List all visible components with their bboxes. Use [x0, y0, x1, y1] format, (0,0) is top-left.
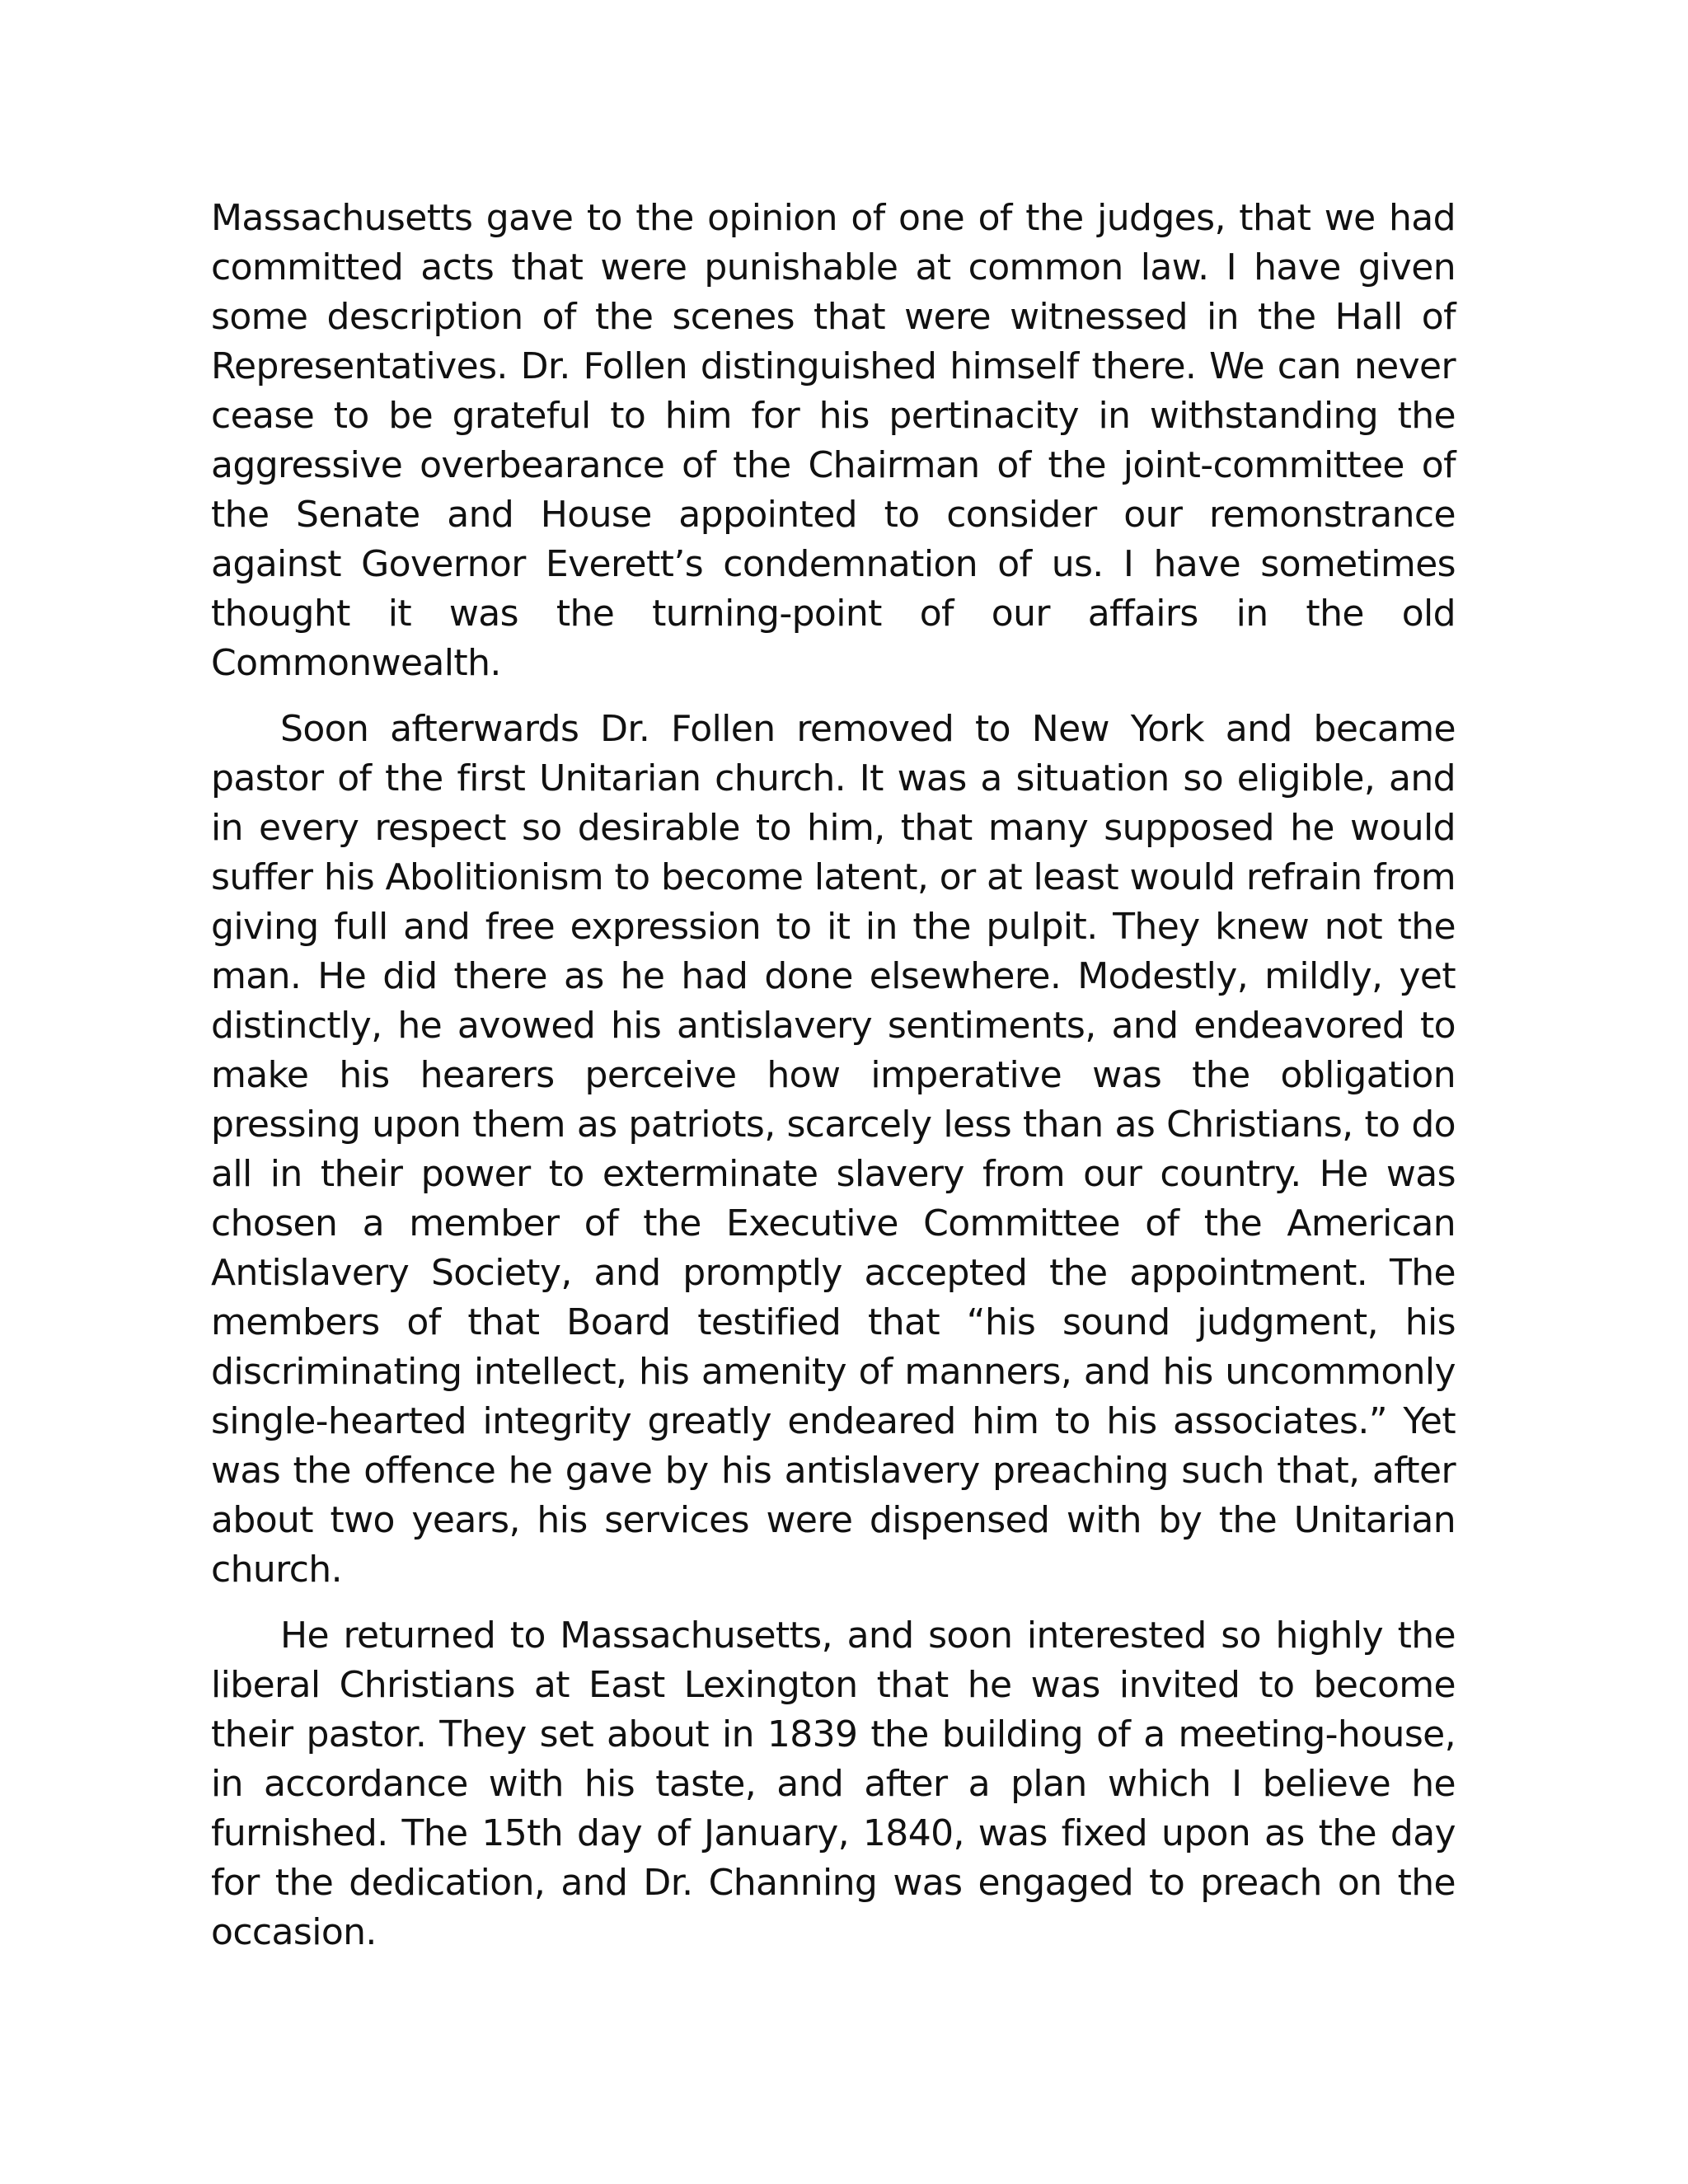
paragraph-new-york: Soon afterwards Dr. Follen removed to New York and became pastor of the first Unitarian church. It was a situation so eligible, and in every respect so desirable to him, that many supposed he would suffer his Abolitionism to become latent, or at least would refrain from giving full and free expression to it in the pulpit. They knew not the man. He did there as he had done elsewhere. Modestly, mildly, yet distinctly, he avowed his antislavery sentiments, and endeavored to make his hearers perceive how imperative was the obligation pressing upon them as patriots, scarcely less than as Christians, to do all in their power to exterminate slavery from our country. He was chosen a member of the Executive Committee of the American Antislavery Society, and promptly accepted the appointment. The members of that Board testified that “his sound judgment, his discriminating intellect, his amenity of manners, and his uncommonly single-hearted integrity greatly endeared him to his associates.” Yet was the offence he gave by his antislavery preaching such that, after about two years, his services were dispensed with by the Unitarian church. [211, 708, 1456, 1591]
paragraph-east-lexington: He returned to Massachusetts, and soon interested so highly the liberal Christians at East Lexington that he was invited to become their pastor. They set about in 1839 the building of a meeting-house, in accordance with his taste, and after a plan which I believe he furnished. The 15th day of January, 1840, was fixed upon as the day for the dedication, and Dr. Channing was engaged to preach on the occasion. [211, 1615, 1456, 1953]
paragraph-continuation: Massachusetts gave to the opinion of one of the judges, that we had committed acts that were punishable at common law. I have given some description of the scenes that were witnessed in the Hall of Representatives. Dr. Follen distinguished himself there. We can never cease to be grateful to him for his pertinacity in withstanding the aggressive overbearance of the Chairman of the joint-committee of the Senate and House appointed to consider our remonstrance against Governor Everett’s condemnation of us. I have sometimes thought it was the turning-point of our affairs in the old Commonwealth. [211, 197, 1456, 684]
document-page [211, 194, 1456, 1974]
